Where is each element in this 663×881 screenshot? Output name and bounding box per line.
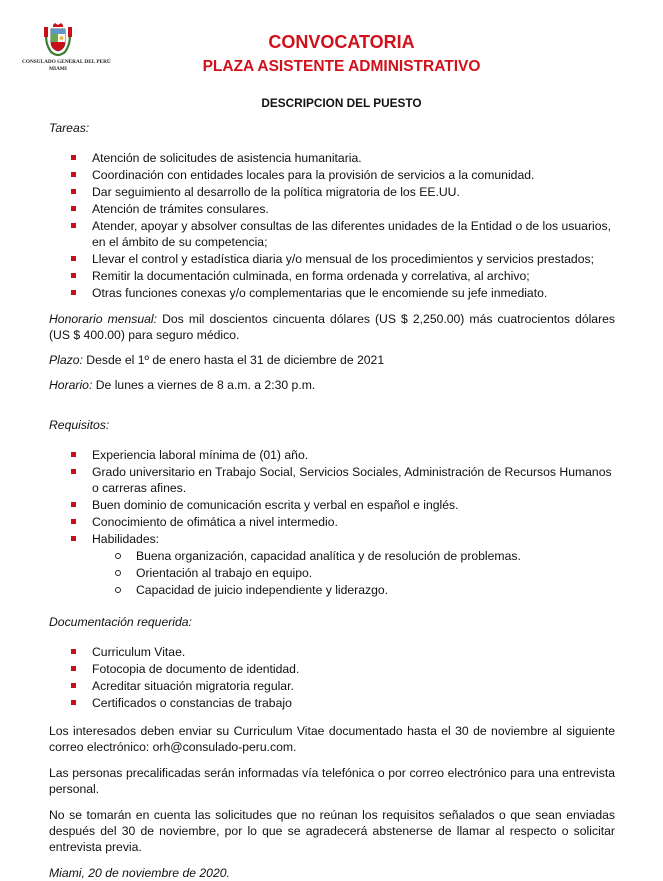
plazo-label: Plazo: [49, 353, 83, 367]
list-item: Fotocopia de documento de identidad. [49, 661, 615, 677]
list-item: Conocimiento de ofimática a nivel intermedio. [49, 514, 615, 530]
requisitos-label: Requisitos: [49, 418, 110, 432]
consulate-name: CONSULADO GENERAL DEL PERÚ [22, 59, 111, 65]
document-body [49, 120, 615, 881]
list-item: Acreditar situación migratoria regular. [49, 678, 615, 694]
closing-paragraph-1: Los interesados deben enviar su Curriculum Vitae documentado hasta el 30 de noviembre al siguiente correo electrónico: orh@consulado-peru.com. [49, 724, 615, 754]
list-item: Llevar el control y estadística diaria y/o mensual de los procedimientos y servicios prestados; [49, 251, 615, 267]
tareas-label: Tareas: [49, 121, 90, 135]
list-item: Atención de trámites consulares. [49, 201, 615, 217]
honorario-paragraph [49, 311, 615, 343]
documentacion-label: Documentación requerida: [49, 615, 192, 629]
page-subtitle: PLAZA ASISTENTE ADMINISTRATIVO [202, 58, 481, 75]
requisitos-list [49, 447, 615, 547]
tareas-list [49, 150, 615, 301]
plazo-paragraph [49, 352, 615, 368]
list-item: Certificados o constancias de trabajo [49, 695, 615, 711]
list-item: Buen dominio de comunicación escrita y verbal en español e inglés. [49, 497, 615, 513]
horario-label: Horario: [49, 378, 93, 392]
list-item: Atender, apoyar y absolver consultas de las diferentes unidades de la Entidad o de los usuarios, en el ámbito de su competencia; [49, 218, 615, 250]
plazo-text: Desde el 1º de enero hasta el 31 de diciembre de 2021 [86, 353, 385, 367]
signoff-date: Miami, 20 de noviembre de 2020. [49, 866, 230, 880]
list-item: Experiencia laboral mínima de (01) año. [49, 447, 615, 463]
closing-paragraph-3: No se tomarán en cuenta las solicitudes que no reúnan los requisitos señalados o que sean enviadas después del 30 de noviembre, por lo que se agradecerá abstenerse de llamar al respecto o solicitar entrevista previa. [49, 808, 615, 854]
list-item: Otras funciones conexas y/o complementarias que le encomiende su jefe inmediato. [49, 285, 615, 301]
honorario-text: Dos mil doscientos cincuenta dólares (US $ 2,250.00) más cuatrocientos dólares (US $ 400.00) para seguro médico. [49, 312, 616, 342]
list-item: Grado universitario en Trabajo Social, Servicios Sociales, Administración de Recursos Humanos o carreras afines. [49, 464, 615, 496]
list-item: Curriculum Vitae. [49, 644, 615, 660]
list-item: Orientación al trabajo en equipo. [49, 565, 615, 581]
consulate-city: MIAMI [49, 66, 67, 72]
closing-paragraph-2: Las personas precalificadas serán informadas vía telefónica o por correo electrónico para una entrevista personal. [49, 766, 615, 796]
honorario-label: Honorario mensual: [49, 312, 158, 326]
horario-text: De lunes a viernes de 8 a.m. a 2:30 p.m. [95, 378, 316, 392]
page-title: CONVOCATORIA [268, 32, 415, 52]
list-item: Habilidades: [49, 531, 615, 547]
documentacion-list [49, 644, 615, 711]
section-title: DESCRIPCION DEL PUESTO [261, 96, 422, 110]
list-item: Capacidad de juicio independiente y liderazgo. [49, 582, 615, 598]
habilidades-list [49, 548, 615, 598]
list-item: Atención de solicitudes de asistencia humanitaria. [49, 150, 615, 166]
horario-paragraph [49, 377, 615, 393]
list-item: Buena organización, capacidad analítica y de resolución de problemas. [49, 548, 615, 564]
list-item: Remitir la documentación culminada, en forma ordenada y correlativa, al archivo; [49, 268, 615, 284]
list-item: Coordinación con entidades locales para la provisión de servicios a la comunidad. [49, 167, 615, 183]
list-item: Dar seguimiento al desarrollo de la política migratoria de los EE.UU. [49, 184, 615, 200]
